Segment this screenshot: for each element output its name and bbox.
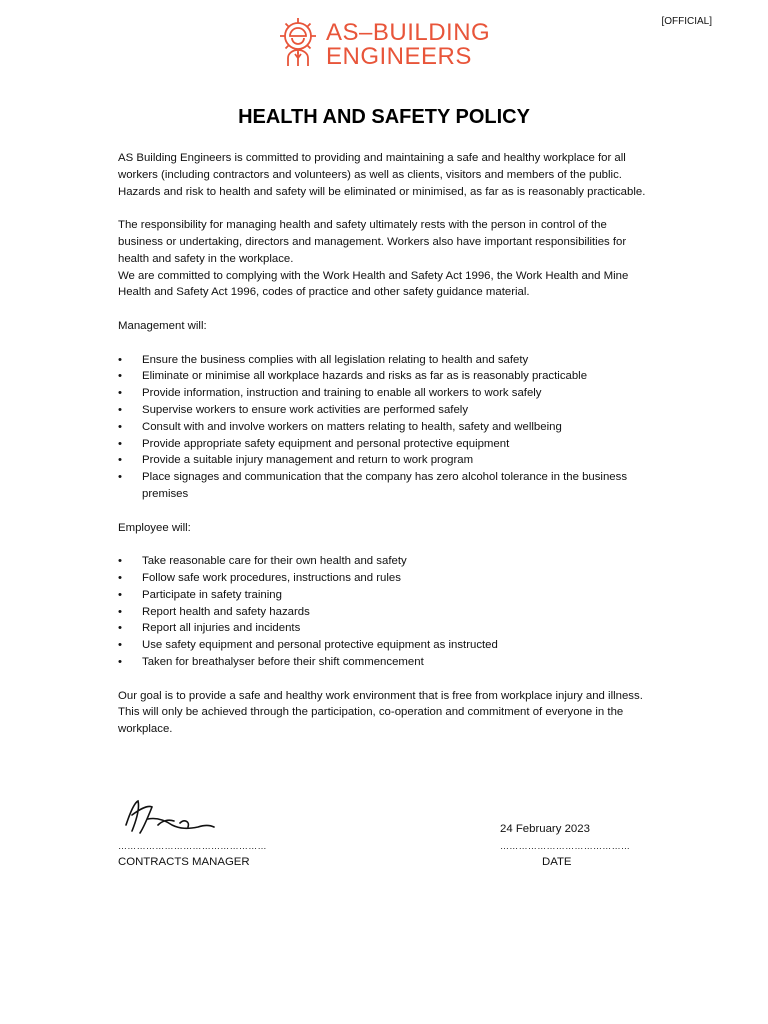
bullet-icon: • bbox=[118, 571, 122, 584]
contracts-manager-label: CONTRACTS MANAGER bbox=[118, 856, 250, 868]
signature-line: ………………………………………… bbox=[118, 841, 267, 851]
bullet-icon: • bbox=[118, 588, 122, 601]
list-item: • Participate in safety training bbox=[118, 587, 653, 604]
bullet-icon: • bbox=[118, 471, 122, 484]
list-item: • Place signages and communication that the company has zero alcohol tolerance in the business premises bbox=[118, 471, 628, 500]
list-item: • Eliminate or minimise all workplace hazards and risks as far as is reasonably practicable bbox=[118, 368, 653, 385]
list-item: • Follow safe work procedures, instructions and rules bbox=[118, 570, 653, 587]
management-heading: Management will: bbox=[118, 319, 207, 332]
list-item: • Take reasonable care for their own health and safety bbox=[118, 553, 653, 570]
bullet-icon: • bbox=[118, 454, 122, 467]
bullet-icon: • bbox=[118, 370, 122, 383]
list-item: • Provide a suitable injury management and return to work program bbox=[118, 452, 653, 469]
logo-line-1: AS–BUILDING bbox=[326, 18, 491, 46]
employee-heading: Employee will: bbox=[118, 521, 191, 534]
logo-line-2: ENGINEERS bbox=[326, 42, 472, 70]
list-item: • Consult with and involve workers on matters relating to health, safety and wellbeing bbox=[118, 419, 653, 436]
bullet-icon: • bbox=[118, 387, 122, 400]
bullet-icon: • bbox=[118, 655, 122, 668]
bullet-icon: • bbox=[118, 622, 122, 635]
intro-paragraph: AS Building Engineers is committed to providing and maintaining a safe and healthy workplace for all workers (including contractors and volunteers) as well as clients, visitors and members of the public. Hazards and risk to health and safety will be eliminated or minimised, as far as is reasonably practicable. bbox=[118, 152, 646, 198]
gear-worker-icon bbox=[276, 14, 320, 75]
list-item: • Provide appropriate safety equipment and personal protective equipment bbox=[118, 436, 653, 453]
handwritten-signature bbox=[118, 795, 218, 842]
list-item: • Ensure the business complies with all legislation relating to health and safety bbox=[118, 352, 653, 369]
list-item: • Provide information, instruction and training to enable all workers to work safely bbox=[118, 385, 653, 402]
employee-list bbox=[118, 553, 653, 671]
bullet-icon: • bbox=[118, 353, 122, 366]
date-value: 24 February 2023 bbox=[500, 823, 590, 835]
list-item: • Taken for breathalyser before their shift commencement bbox=[118, 654, 653, 671]
bullet-icon: • bbox=[118, 420, 122, 433]
responsibility-paragraph: The responsibility for managing health and safety ultimately rests with the person in control of the business or undertaking, directors and management. Workers also have important responsibilities for health and safety in the workplace. bbox=[118, 219, 627, 265]
logo-wordmark bbox=[326, 18, 491, 70]
date-label: DATE bbox=[542, 856, 572, 868]
management-list bbox=[118, 352, 653, 503]
compliance-paragraph: We are committed to complying with the Work Health and Safety Act 1996, the Work Health and Mine Health and Safety Act 1996, codes of practice and other safety guidance material. bbox=[118, 269, 629, 299]
bullet-icon: • bbox=[118, 605, 122, 618]
date-line: …………………………………… bbox=[500, 841, 631, 851]
bullet-icon: • bbox=[118, 437, 122, 450]
goal-paragraph: Our goal is to provide a safe and healthy work environment that is free from workplace injury and illness. This will only be achieved through the participation, co-operation and commitment of everyone in the workplace. bbox=[118, 689, 643, 736]
list-item: • Report health and safety hazards bbox=[118, 604, 653, 621]
bullet-icon: • bbox=[118, 403, 122, 416]
bullet-icon: • bbox=[118, 639, 122, 652]
document-body bbox=[118, 150, 653, 755]
classification-label: [OFFICIAL] bbox=[661, 16, 712, 27]
list-item: • Use safety equipment and personal protective equipment as instructed bbox=[118, 637, 653, 654]
bullet-icon: • bbox=[118, 555, 122, 568]
list-item: • Supervise workers to ensure work activities are performed safely bbox=[118, 402, 653, 419]
list-item: • Report all injuries and incidents bbox=[118, 620, 653, 637]
document-title: HEALTH AND SAFETY POLICY bbox=[238, 106, 530, 128]
signoff-block bbox=[118, 795, 638, 875]
company-logo bbox=[276, 14, 490, 75]
